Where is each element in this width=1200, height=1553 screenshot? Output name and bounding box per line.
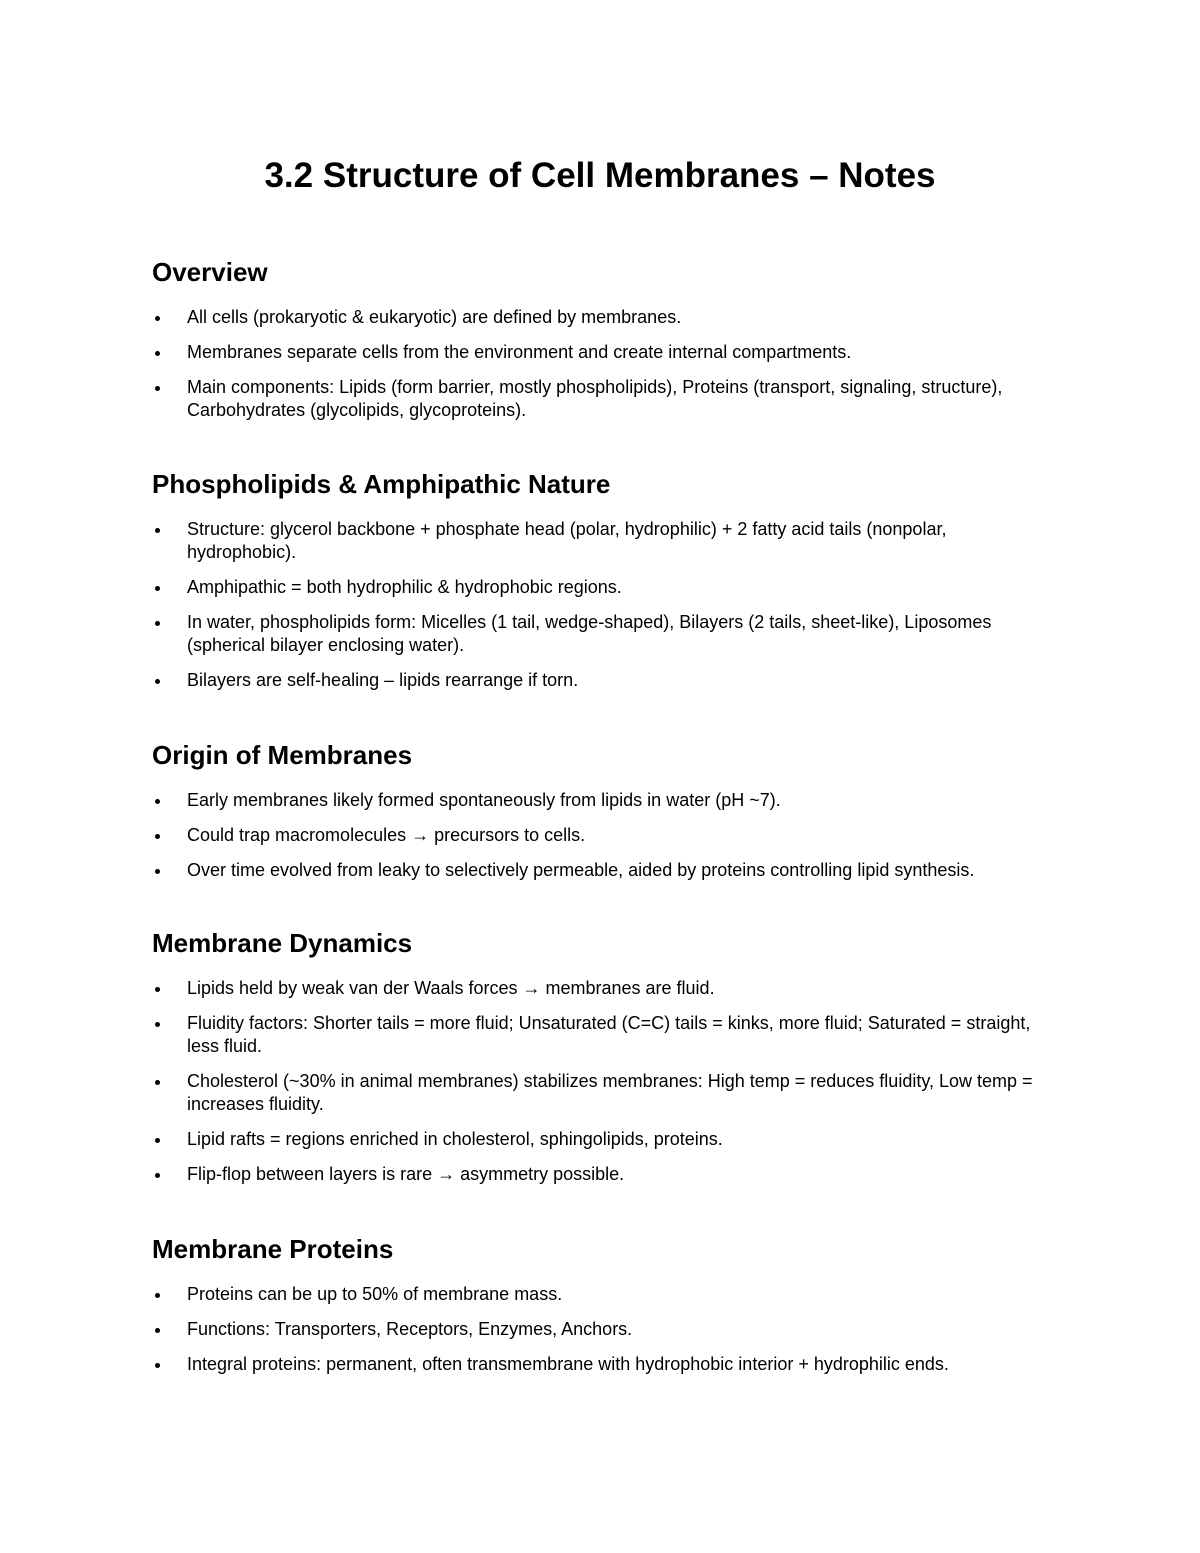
list-item [152, 1012, 1057, 1058]
bullet-list [152, 306, 1072, 422]
bullet-list [152, 518, 1072, 692]
list-item [152, 789, 1057, 812]
bullet-icon [155, 621, 160, 626]
bullet-icon [155, 679, 160, 684]
bullet-icon [155, 386, 160, 391]
bullet-icon [155, 1293, 160, 1298]
section-membrane-proteins [152, 1233, 1072, 1388]
list-item-text: Bilayers are self-healing – lipids rearrange if torn. [187, 670, 579, 690]
list-item [152, 341, 1057, 364]
list-item-text: Cholesterol (~30% in animal membranes) stabilizes membranes: High temp = reduces fluidity, Low temp = increases fluidity. [187, 1071, 1033, 1114]
list-item [152, 1163, 1057, 1186]
bullet-icon [155, 1022, 160, 1027]
section-heading: Origin of Membranes [152, 740, 413, 770]
section-phospholipids [152, 468, 1072, 704]
list-item-text: Amphipathic = both hydrophilic & hydrophobic regions. [187, 577, 622, 597]
section-origin-of-membranes [152, 739, 1072, 894]
list-item-text: Lipid rafts = regions enriched in cholesterol, sphingolipids, proteins. [187, 1129, 723, 1149]
bullet-icon [155, 316, 160, 321]
list-item-text: Early membranes likely formed spontaneously from lipids in water (pH ~7). [187, 790, 781, 810]
bullet-icon [155, 586, 160, 591]
list-item [152, 611, 1057, 657]
list-item-text: Functions: Transporters, Receptors, Enzymes, Anchors. [187, 1319, 633, 1339]
list-item-text: In water, phospholipids form: Micelles (1 tail, wedge-shaped), Bilayers (2 tails, sheet-like), Liposomes (spherical bilayer enclosing water). [187, 612, 992, 655]
list-item-text: Membranes separate cells from the environment and create internal compartments. [187, 342, 852, 362]
list-item [152, 1070, 1057, 1116]
list-item [152, 576, 1057, 599]
list-item [152, 306, 1057, 329]
bullet-list [152, 789, 1072, 882]
list-item-text: All cells (prokaryotic & eukaryotic) are defined by membranes. [187, 307, 682, 327]
section-overview [152, 256, 1072, 434]
list-item [152, 376, 1057, 422]
list-item-text: Integral proteins: permanent, often transmembrane with hydrophobic interior + hydrophilic ends. [187, 1354, 949, 1374]
list-item [152, 859, 1057, 882]
bullet-icon [155, 987, 160, 992]
bullet-icon [155, 1138, 160, 1143]
list-item-text: Structure: glycerol backbone + phosphate head (polar, hydrophilic) + 2 fatty acid tails (nonpolar, hydrophobic). [187, 519, 947, 562]
list-item-text: Flip-flop between layers is rare → asymmetry possible. [187, 1164, 625, 1184]
list-item-text: Fluidity factors: Shorter tails = more fluid; Unsaturated (C=C) tails = kinks, more fluid; Saturated = straight, less fluid. [187, 1013, 1031, 1056]
section-heading: Membrane Dynamics [152, 928, 413, 958]
list-item [152, 518, 1057, 564]
bullet-icon [155, 1080, 160, 1085]
bullet-icon [155, 1363, 160, 1368]
bullet-icon [155, 351, 160, 356]
list-item-text: Could trap macromolecules → precursors to cells. [187, 825, 586, 845]
section-membrane-dynamics [152, 927, 1072, 1198]
list-item [152, 1283, 1057, 1306]
list-item-text: Main components: Lipids (form barrier, mostly phospholipids), Proteins (transport, signaling, structure), Carbohydrates (glycolipids, glycoproteins). [187, 377, 1003, 420]
bullet-list [152, 1283, 1072, 1376]
bullet-icon [155, 1328, 160, 1333]
list-item [152, 1353, 1057, 1376]
bullet-icon [155, 799, 160, 804]
list-item [152, 824, 1057, 847]
bullet-icon [155, 528, 160, 533]
bullet-icon [155, 834, 160, 839]
document-title: 3.2 Structure of Cell Membranes – Notes [264, 156, 936, 195]
section-heading: Phospholipids & Amphipathic Nature [152, 469, 611, 499]
list-item [152, 977, 1057, 1000]
list-item-text: Proteins can be up to 50% of membrane mass. [187, 1284, 563, 1304]
bullet-icon [155, 1173, 160, 1178]
section-heading: Overview [152, 257, 268, 287]
list-item [152, 669, 1057, 692]
list-item [152, 1128, 1057, 1151]
bullet-list [152, 977, 1072, 1186]
list-item [152, 1318, 1057, 1341]
list-item-text: Lipids held by weak van der Waals forces → membranes are fluid. [187, 978, 715, 998]
section-heading: Membrane Proteins [152, 1234, 394, 1264]
bullet-icon [155, 869, 160, 874]
list-item-text: Over time evolved from leaky to selectively permeable, aided by proteins controlling lipid synthesis. [187, 860, 975, 880]
